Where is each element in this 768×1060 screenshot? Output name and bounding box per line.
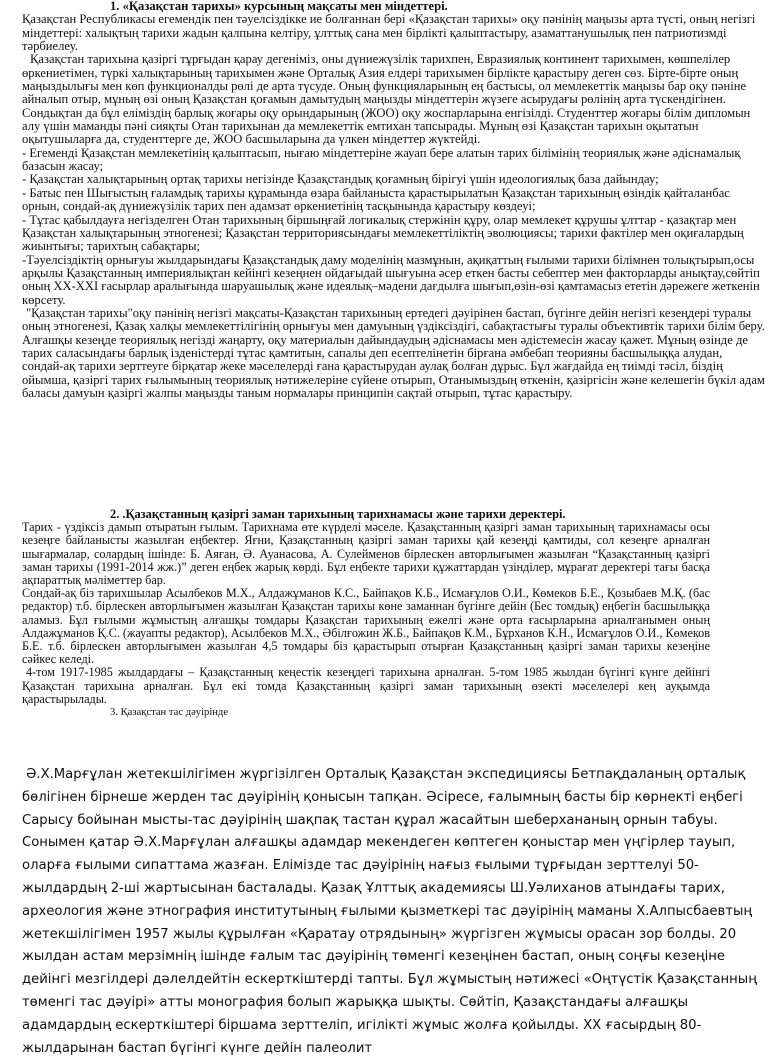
list-item: - Тұтас қабылдауға негізделген Отан тарихының біршыңғай логикалық стержінін құру, олар мемлекет құрушы ұлттар - қазақтар мен Қазақстан халықтарының этногенезі; Қазақстан территориясындағы мемлекеттіліктің эволюциясы; тарихи фактілер мен оқиғалардың жиынтығы; тарихтың сабақтары; [22, 212, 744, 254]
paragraph: Сондай-ақ біз тарихшылар Асылбеков М.Х., Алдажұманов К.С., Байпақов К.Б., Исмағұлов О.И., Көмеков Б.Е., Қозыбаев М.Қ. (бас редактор) т.б. бірлескен авторлығымен жазылған Қазақстан тарихы көне заманнан бүгінге дейін (Бес томдық) еңбегін басшылыққа аламыз. Бұл ғылыми жұмыстың алғашқы томдары Қазақстан тарихының ежелгі және орта ғасырларына арналғанымен оның Алдажұманов Қ.С. (жауапты редактор), Асылбеков М.Х., Әбілғожин Ж.Б., Байпақов К.М., Бұрханов К.Н., Исмағұлов О.И., Көмеков Б.Е. т.б. бірлескен авторлығымен жазылған 4,5 томдары біз қарастырып отырған Қазақстанның қазіргі заман тарихы кезеңіне сәйкес келеді. [22, 586, 710, 667]
list-item: - Қазақстан халықтарының ортақ тарихы негізінде Қазақстандық қоғамның бірігуі үшін идеологиялық база дайындау; [22, 172, 659, 187]
list-item: - Батыс пен Шығыстың ғаламдық тарихы құрамында өзара байланыста қарастырылатын Қазақстан тарихының өзіндік қайталанбас орнын, сондай-ақ дүниежүзілік тарих пен адамзат өркениетінің тасқынында қарастыру көздеуі; [22, 185, 730, 214]
section-3-heading: 3. Қазақстан тас дәуірінде [110, 707, 229, 719]
paragraph: Қазақстан Республикасы егемендік пен тәуелсіздікке ие болғаннан бері «Қазақстан тарихы» оқу пәнінің маңызы арта түсті, оның негізгі міндеттері: халықтың тарихи жадын қалпына келтіру, ұлттық сана мен бірлікті қалыптастыру, азаматтанушылық пен патриотизмді тәрбиелеу. [22, 12, 756, 54]
paragraph: Қазақстан тарихына қазіргі тұрғыдан қарау дегеніміз, оны дүниежүзілік тарихпен, Евразиялық континент тарихымен, көшпелілер өркениетімен, түркі халықтарының тарихымен және Орталық Азия елдері тарихымен бірлікте қарастыру деген сөз. Бірте-бірте оның маңыздылығы мен көп функционалды рөлі де арта түсуде. Оның функцияларының ең бастысы, ол мемлекеттік маңызы бар оқу пәніне айналып отыр, мұның өзі оның Қазақстан қоғамын дамытудың маңызды міндеттерін жүзеге асырудағы рөлінің арта түскендігінен. Сондықтан да бұл еліміздің барлық жоғары оқу орындарының (ЖОО) оқу жоспарларына енгізілді. Студенттер жоғары білім дипломын алу үшін маманды пәні сияқты Отан тарихынан да мемлекеттік емтихан тапсырады. Мұның өзі Қазақстан тарихын оқытатын оқытушыларға да, студенттерге де, ЖОО басшыларына да үлкен міндеттер жүктейді. [22, 52, 751, 147]
section-3 [22, 764, 766, 1060]
paragraph: 4-том 1917-1985 жылдардағы – Қазақстанның кеңестік кезеңдегі тарихына арналған. 5-том 1985 жылдан бүгінгі күнге дейінгі Қазақстан тарихына арналған. Бұл екі томда Қазақстанның қазіргі заман тарихының өзекті мәселелері кең ауқымда қарастырылады. [22, 665, 710, 706]
section-1-heading: 1. «Қазақстан тарихы» курсының мақсаты мен міндеттері. [110, 0, 448, 13]
paragraph: Тарих - үздіксіз дамып отыратын ғылым. Тарихнама өте күрделі мәселе. Қазақстанның қазіргі заман тарихының тарихнамасы осы кезеңге байланысты жазылған еңбектер. Яғни, Қазақстанның қазіргі заман тарихы қай кезеңді қамтиды, сол кезеңге арналған шығармалар, солардың ішінде: Б. Аяған, Ә. Ауанасова, А. Сулейменов бірлескен авторлығымен жазылған “Қазақстанның қазіргі заман тарихы (1991-2014 жж.)” деген еңбек жарық көрді. Бұл еңбекте тарихи құжаттардан үзінділер, мұрағат деректері тағы басқа ақпараттық мәліметтер бар. [22, 520, 710, 588]
section-1 [22, 0, 766, 400]
section-2-heading: 2. .Қазақстанның қазіргі заман тарихының тарихнамасы және тарихи деректері. [110, 507, 566, 521]
paragraph: Алғашқы кезеңде теориялық негізді жаңарту, оқу материалын дайындаудың әдіснамасы мен әдістемесін жасау қажет. Мұның өзінде де тарих саласындағы барлық ізденістерді тұтас қамтитын, сапалы деп есептелінетін бірғана әмбебап теорияны басшылыққа алудан, сондай-ақ тарихи зерттеуге бірқатар жеке мәселелерді ғана қарастырудан аулақ болған дұрыс. Бұл жағдайда ең тиімді тәсіл, біздің ойымша, қазіргі тарих ғылымының теориялық нәтижелеріне сүйене отырып, Отанымыздың өткенін, қазіргісін және келешегін бүкіл адам баласы дамуын қазіргі жалпы маңызды таным нормалары принципін сақтай отырып, тұтас қарастыру. [22, 332, 765, 400]
list-item: - Егеменді Қазақстан мемлекетінің қалыптасып, нығаю міндеттеріне жауап бере алатын тарих білімінің теориялық және әдіснамалық базасын жасау; [22, 145, 741, 174]
list-item: -Тәуелсіздіктің орнығуы жылдарындағы Қазақстандық даму моделінің мазмұнын, ақиқаттың ғылыми тарихи білімнен толықтырып,осы арқылы Қазақстанның империялықтан кейінгі кезеңнен ойдағыдай шығуына әсер еткен басты себептер мен факторларды анықтау,сөйтіп оның XX-XXI ғасырлар аралығында шаруашылық және идеялық–мәдени дағдылға шығып,өзін-өзі қамтамасыз ететін дәрежеге жеткенін көрсету. [22, 252, 760, 307]
paragraph: "Қазақстан тарихы"оқу пәнінің негізгі мақсаты-Қазақстан тарихының ертедегі дәуірінен бастап, бүгінге дейін негізгі кезеңдері туралы оның этногенезі, Қазақ халқы мемлекеттілігінің орнығуы мен дамуының үздіксіздігі, сабақтастығы туралы объективтік тарихи білім беру. [22, 305, 765, 334]
paragraph: Ә.Х.Марғұлан жетекшілігімен жүргізілген Орталық Қазақстан экспедициясы Бетпақдаланың орталық бөлігінен бірнеше жерден тас дәуірінің қонысын тапқан. Әсіресе, ғалымның басты бір көрнекті еңбегі Сарысу бойынан мысты-тас дәуірінің шақпақ тастан құрал жасайтын шеберхананың орнын табуы. Сонымен қатар Ә.Х.Марғұлан алғашқы адамдар мекендеген көптеген қоныстар мен үңгірлер тауып, оларға ғылыми сипаттама жазған. Елімізде тас дәуірінің нағыз ғылыми тұрғыдан зерттелуі 50-жылдардың 2-ші жартысынан басталады. Қазақ Ұлттық академиясы Ш.Уәлиханов атындағы тарих, археология және этнография институтының ғылыми қызметкері тас дәуірінің маманы Х.Алпысбаевтың жетекшілігімен 1957 жылы құрылған «Қаратау отрядының» жүргізген жұмысы орасан зор болды. 20 жылдан астам мерзімнің ішінде ғалым тас дәуірінің төменгі кезеңінен бастап, оның соңғы кезеңіне дейінгі мезгілдері дәлелдейтін ескерткіштерді тапты. Бұл жұмыстың нәтижесі «Оңтүстік Қазақстанның төменгі тас дәуірі» атты монография болып жарыққа шықты. Сөйтіп, Қазақстандағы алғашқы адамдардың ескерткіштері біршама зерттеліп, игілікті жұмыс жолға қойылды. XX ғасырдың 80-жылдарынан бастап бүгінгі күнге дейін палеолит [22, 767, 757, 1056]
section-2 [22, 508, 710, 719]
